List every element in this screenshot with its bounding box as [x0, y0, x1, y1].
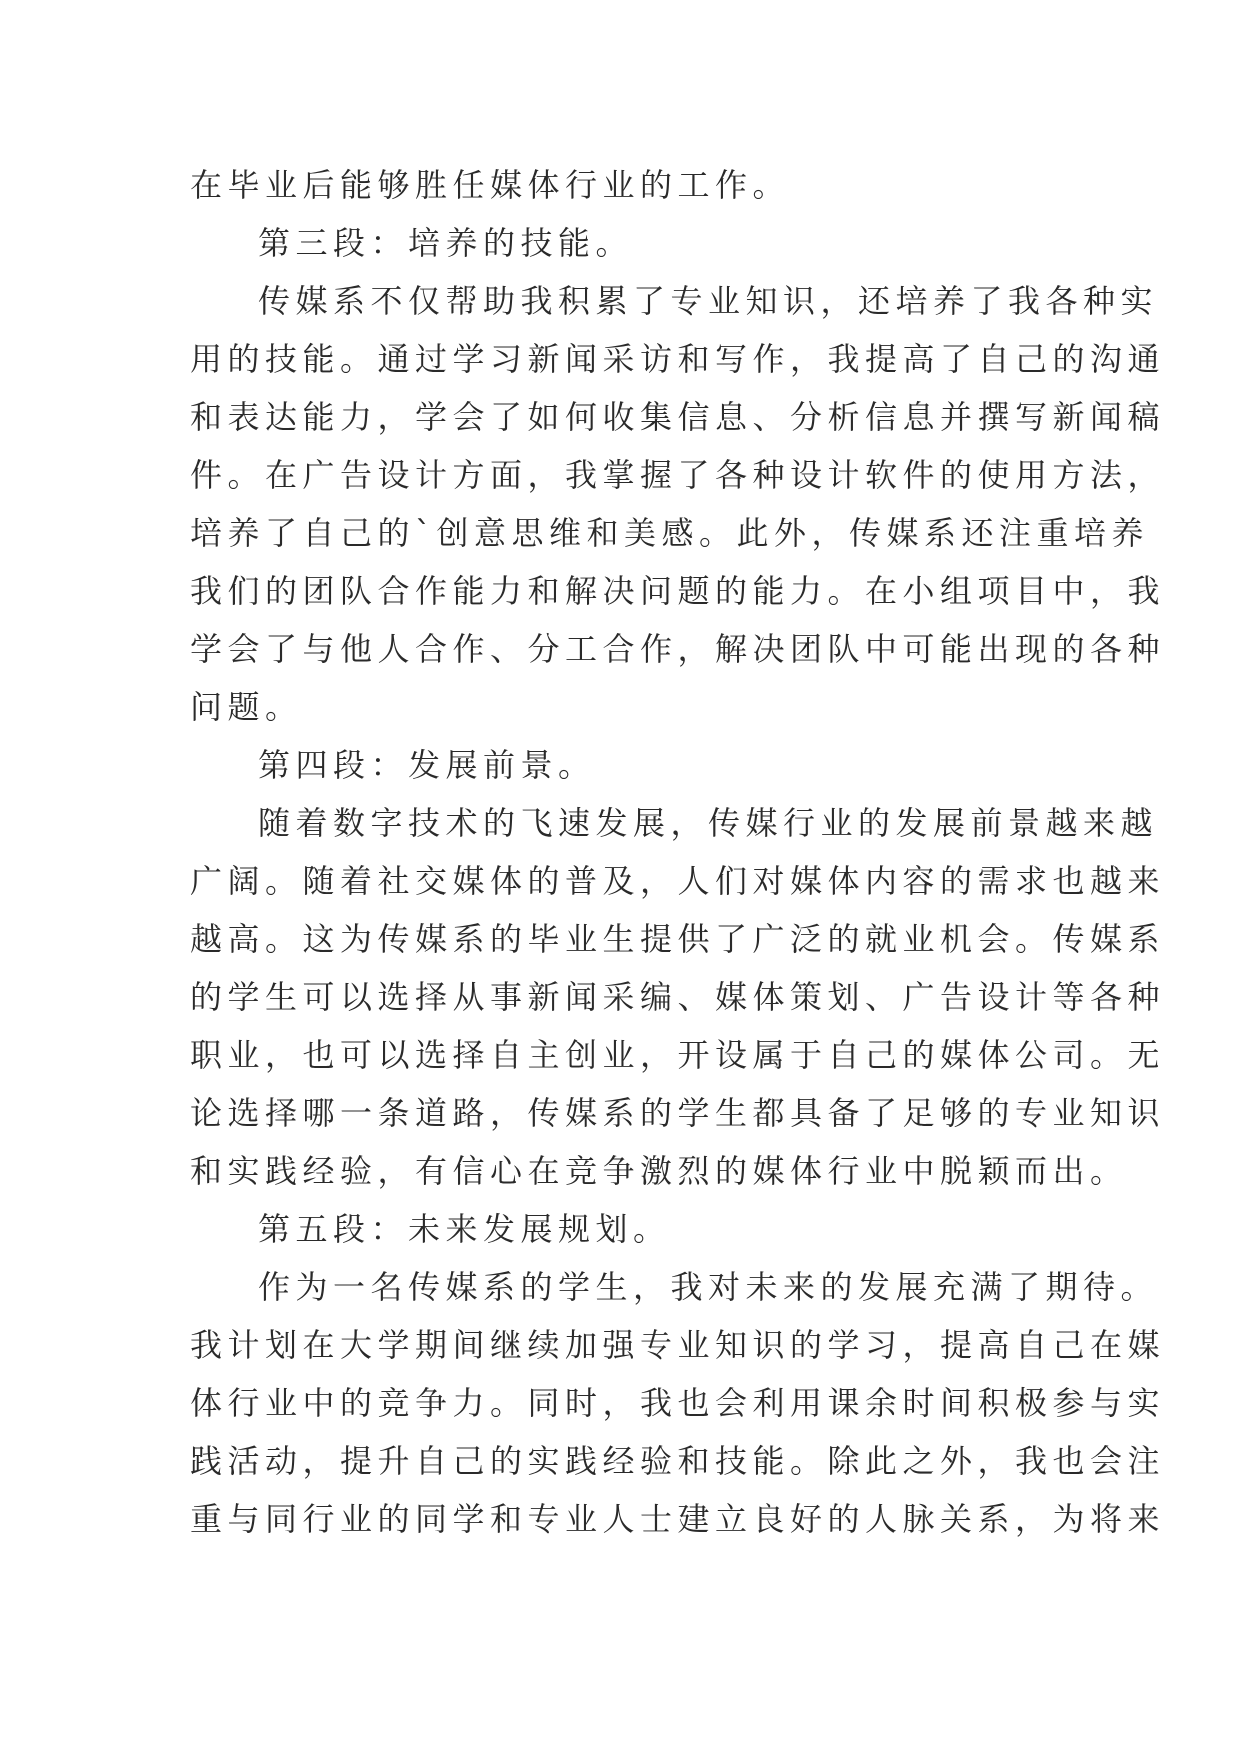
section-heading: 第三段：培养的技能。	[258, 224, 634, 262]
text-line: 我们的团队合作能力和解决问题的能力。在小组项目中，我	[190, 572, 1166, 610]
section-heading: 第四段：发展前景。	[258, 746, 596, 784]
text-line: 体行业中的竞争力。同时，我也会利用课余时间积极参与实	[190, 1384, 1166, 1422]
text-line: 越高。这为传媒系的毕业生提供了广泛的就业机会。传媒系	[190, 920, 1166, 958]
text-line: 在毕业后能够胜任媒体行业的工作。	[190, 166, 791, 204]
text-line: 广阔。随着社交媒体的普及，人们对媒体内容的需求也越来	[190, 862, 1166, 900]
text-line: 用的技能。通过学习新闻采访和写作，我提高了自己的沟通	[190, 340, 1166, 378]
text-line: 和表达能力，学会了如何收集信息、分析信息并撰写新闻稿	[190, 398, 1166, 436]
text-line: 重与同行业的同学和专业人士建立良好的人脉关系，为将来	[190, 1500, 1166, 1538]
text-line: 作为一名传媒系的学生，我对未来的发展充满了期待。	[258, 1268, 1159, 1306]
text-line: 和实践经验，有信心在竞争激烈的媒体行业中脱颖而出。	[190, 1152, 1128, 1190]
text-line: 我计划在大学期间继续加强专业知识的学习，提高自己在媒	[190, 1326, 1166, 1364]
text-line: 问题。	[190, 688, 303, 726]
text-line: 论选择哪一条道路，传媒系的学生都具备了足够的专业知识	[190, 1094, 1166, 1132]
text-line: 件。在广告设计方面，我掌握了各种设计软件的使用方法，	[190, 456, 1166, 494]
text-line: 践活动，提升自己的实践经验和技能。除此之外，我也会注	[190, 1442, 1166, 1480]
text-line: 培养了自己的`创意思维和美感。此外，传媒系还注重培养	[190, 514, 1150, 552]
text-line: 的学生可以选择从事新闻采编、媒体策划、广告设计等各种	[190, 978, 1166, 1016]
section-heading: 第五段：未来发展规划。	[258, 1210, 671, 1248]
text-line: 职业，也可以选择自主创业，开设属于自己的媒体公司。无	[190, 1036, 1166, 1074]
text-line: 学会了与他人合作、分工合作，解决团队中可能出现的各种	[190, 630, 1166, 668]
text-line: 随着数字技术的飞速发展，传媒行业的发展前景越来越	[258, 804, 1159, 842]
text-line: 传媒系不仅帮助我积累了专业知识，还培养了我各种实	[258, 282, 1159, 320]
